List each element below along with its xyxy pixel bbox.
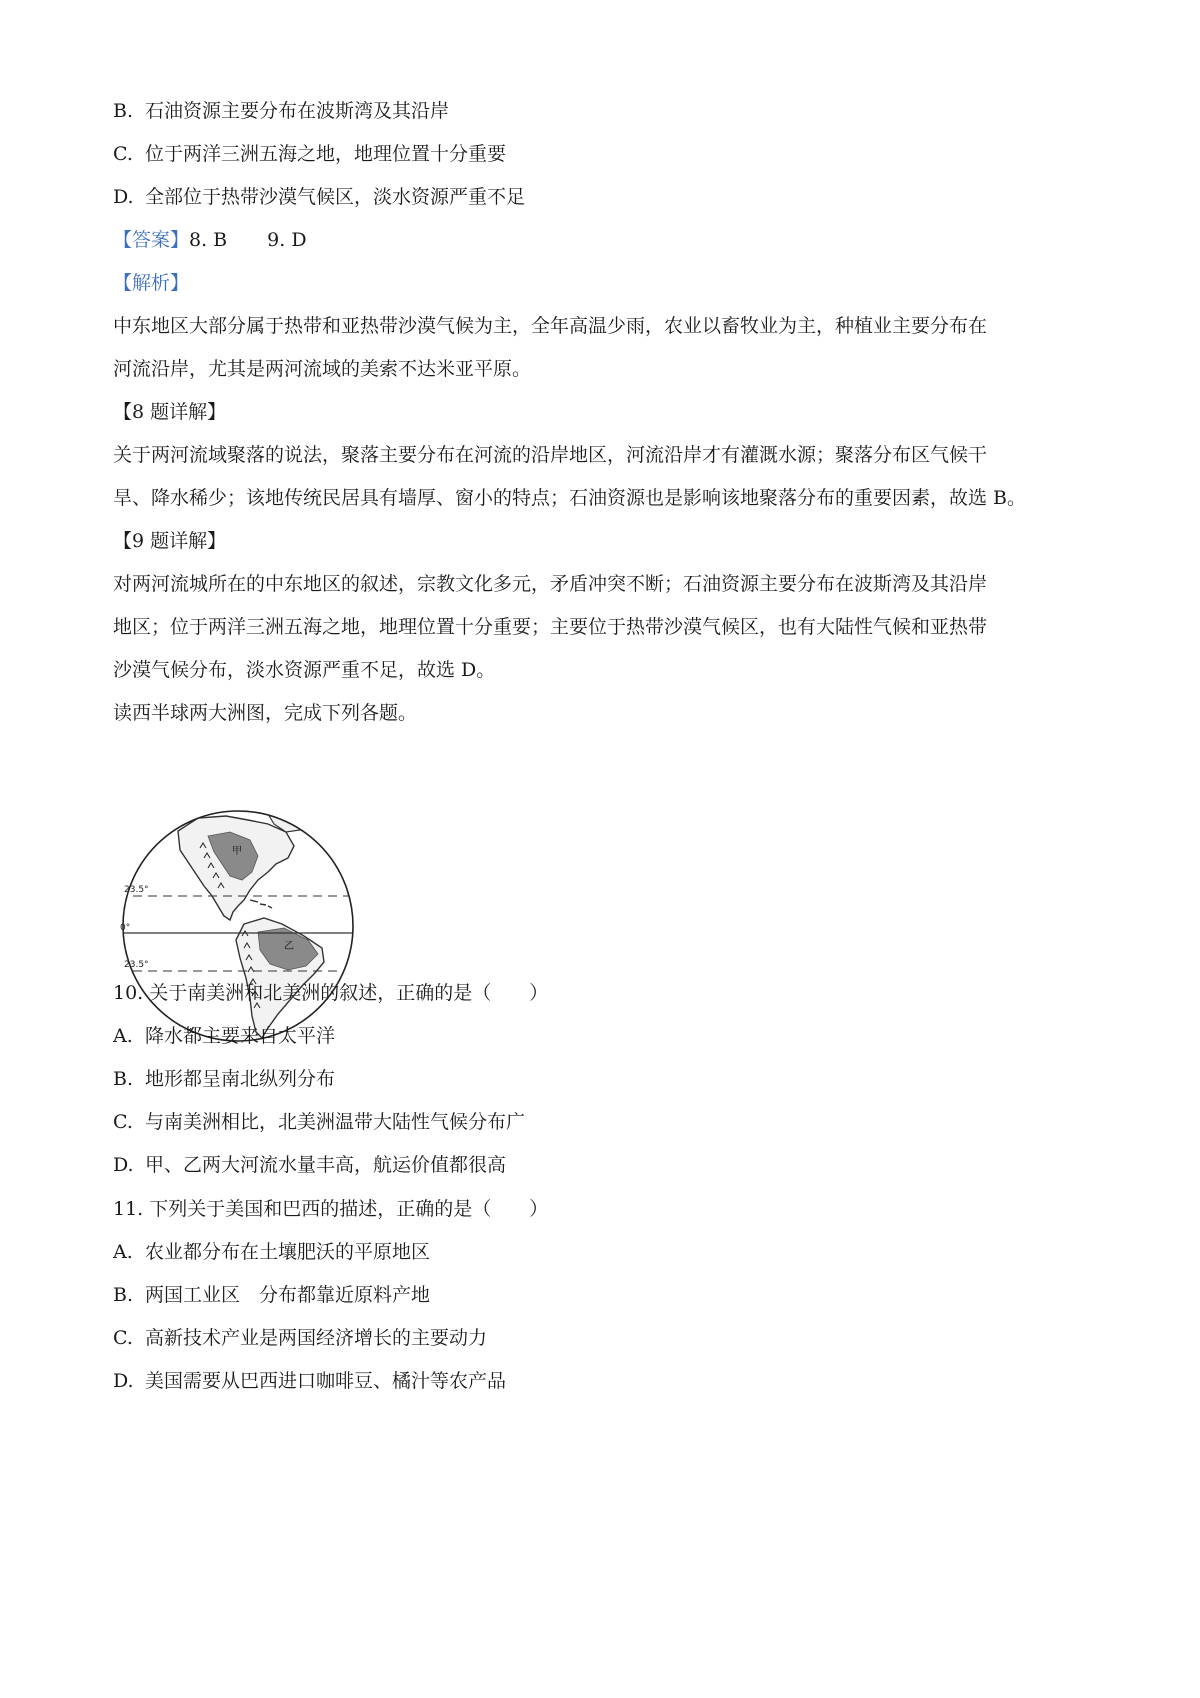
option-letter: D. [113,1154,134,1176]
q11-option-c [113,1326,487,1350]
q9-option-b [113,99,449,123]
q10-option-b [113,1067,335,1091]
map-intro: 读西半球两大洲图，完成下列各题。 [113,702,418,724]
detail-9-line: 沙漠气候分布，淡水资源严重不足，故选 D。 [113,659,496,681]
answer-8: 8. B [189,229,228,251]
option-letter: D. [113,1370,134,1392]
q9-option-d [113,185,525,209]
q11-option-b [113,1283,430,1307]
detail-8-line: 旱、降水稀少；该地传统民居具有墙厚、窗小的特点；石油资源也是影响该地聚落分布的重要因素，故选 B。 [113,487,1027,509]
q10-option-d [113,1153,506,1177]
answer-line [113,228,307,252]
q11-option-a [113,1240,430,1264]
option-text: 美国需要从巴西进口咖啡豆、橘汁等农产品 [145,1370,507,1392]
detail-8-line: 关于两河流域聚落的说法，聚落主要分布在河流的沿岸地区，河流沿岸才有灌溉水源；聚落分布区气候干 [113,444,988,466]
q11-option-d [113,1369,506,1393]
option-text: 高新技术产业是两国经济增长的主要动力 [145,1327,488,1349]
q10-stem: 10. 关于南美洲和北美洲的叙述，正确的是（ ） [113,982,549,1004]
q10-option-a [113,1024,335,1048]
analysis-label: 【解析】 [113,272,190,294]
option-letter: C. [113,143,133,165]
option-letter: B. [113,1284,134,1306]
detail-9-line: 对两河流城所在的中东地区的叙述，宗教文化多元，矛盾冲突不断；石油资源主要分布在波斯湾及其沿岸 [113,573,988,595]
q10-option-c [113,1110,525,1134]
analysis-line: 中东地区大部分属于热带和亚热带沙漠气候为主，全年高温少雨，农业以畜牧业为主，种植业主要分布在 [113,315,988,337]
option-text: 农业都分布在土壤肥沃的平原地区 [145,1241,431,1263]
analysis-line: 河流沿岸，尤其是两河流域的美索不达米亚平原。 [113,358,532,380]
answer-9: 9. D [267,229,307,251]
western-hemisphere-map [118,806,378,1046]
detail-9-text [113,572,1098,682]
option-text: 甲、乙两大河流水量丰高，航运价值都很高 [145,1154,507,1176]
option-letter: A. [113,1025,133,1047]
option-letter: A. [113,1241,133,1263]
option-text: 地形都呈南北纵列分布 [145,1068,336,1090]
label-equator: 0° [120,923,131,933]
analysis-text [113,314,1098,381]
option-text: 位于两洋三洲五海之地，地理位置十分重要 [145,143,507,165]
option-letter: D. [113,186,134,208]
detail-8-text [113,443,1098,510]
detail-9-label: 【9 题详解】 [113,530,227,552]
option-letter: B. [113,100,134,122]
q11-stem: 11. 下列关于美国和巴西的描述，正确的是（ ） [113,1198,549,1220]
answer-label: 【答案】 [113,229,190,251]
detail-9-line: 地区；位于两洋三洲五海之地，地理位置十分重要；主要位于热带沙漠气候区，也有大陆性气候和亚热带 [113,616,988,638]
option-text: 全部位于热带沙漠气候区，淡水资源严重不足 [145,186,526,208]
option-letter: C. [113,1111,133,1133]
q9-option-c [113,142,506,166]
label-river-yi: 乙 [284,941,294,952]
option-letter: B. [113,1068,134,1090]
label-tropic-south: 23.5° [124,960,149,970]
option-text: 与南美洲相比，北美洲温带大陆性气候分布广 [145,1111,526,1133]
option-text: 两国工业区 分布都靠近原料产地 [145,1284,431,1306]
option-text: 降水都主要来自太平洋 [145,1025,336,1047]
label-river-jia: 甲 [232,846,242,857]
label-tropic-north: 23.5° [124,885,149,895]
detail-8-label: 【8 题详解】 [113,401,227,423]
option-text: 石油资源主要分布在波斯湾及其沿岸 [145,100,450,122]
caribbean-islands [250,900,272,908]
option-letter: C. [113,1327,133,1349]
